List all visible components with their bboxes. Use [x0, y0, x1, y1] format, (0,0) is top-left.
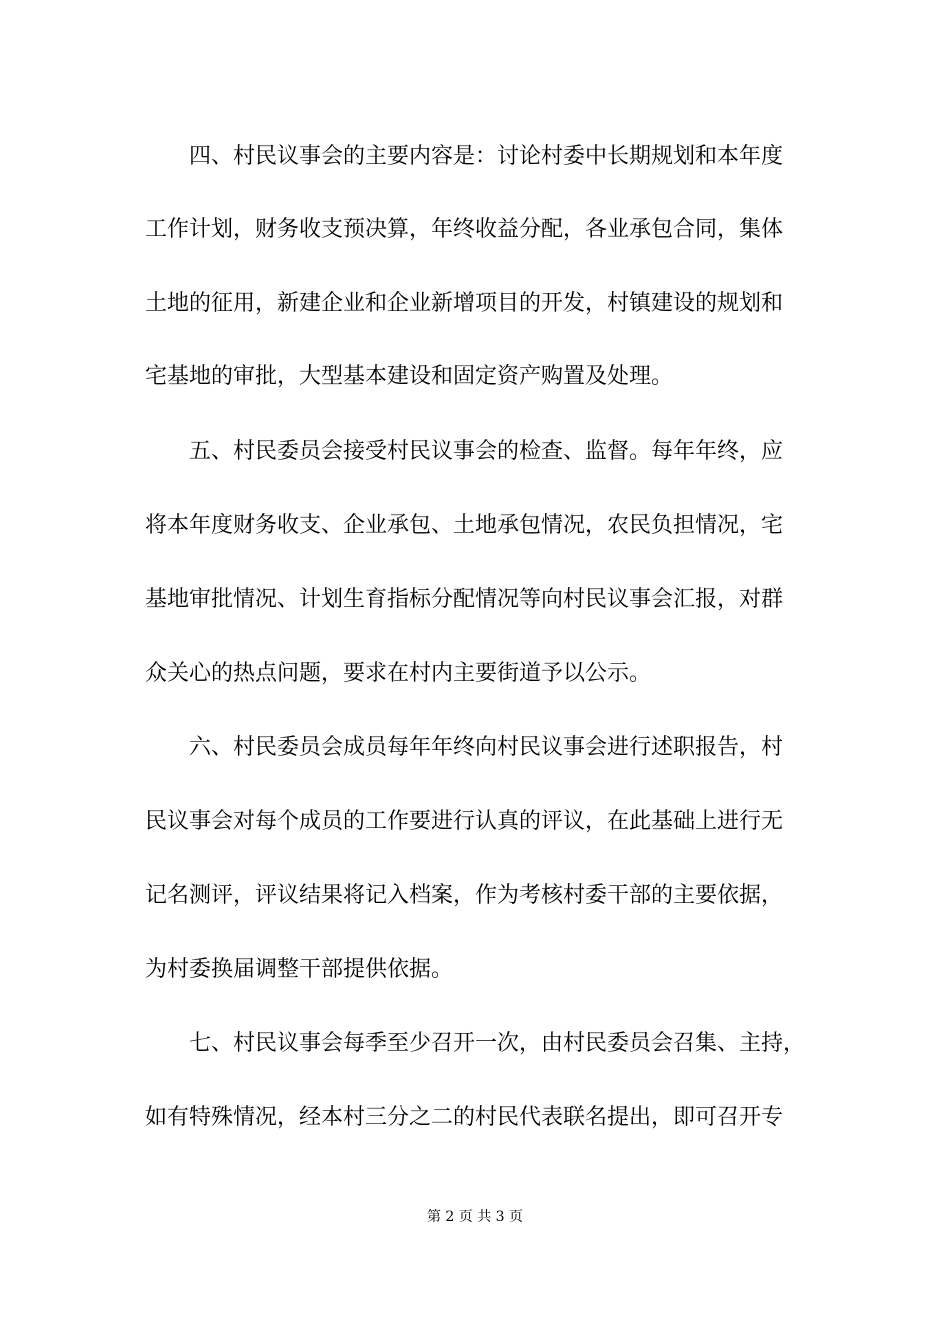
- paragraph-6-line-1: 六、村民委员会成员每年年终向村民议事会进行述职报告，村: [189, 735, 784, 760]
- paragraph-4-line-1: 四、村民议事会的主要内容是：讨论村委中长期规划和本年度: [189, 144, 784, 169]
- paragraph-4-line-2: 工作计划，财务收支预决算，年终收益分配，各业承包合同，集体: [145, 217, 784, 242]
- paragraph-4-line-4: 宅基地的审批，大型基本建设和固定资产购置及处理。: [145, 364, 674, 389]
- paragraph-6-line-2: 民议事会对每个成员的工作要进行认真的评议，在此基础上进行无: [145, 809, 784, 834]
- paragraph-7-line-1: 七、村民议事会每季至少召开一次，由村民委员会召集、主持，: [189, 1031, 806, 1056]
- paragraph-5-line-2: 将本年度财务收支、企业承包、土地承包情况，农民负担情况，宅: [145, 513, 784, 538]
- paragraph-5-line-4: 众关心的热点问题，要求在村内主要街道予以公示。: [145, 661, 652, 686]
- page-number-footer: 第 2 页 共 3 页: [426, 1209, 524, 1225]
- paragraph-4-line-3: 土地的征用，新建企业和企业新增项目的开发，村镇建设的规划和: [145, 291, 784, 316]
- paragraph-5-line-3: 基地审批情况、计划生育指标分配情况等向村民议事会汇报，对群: [145, 587, 784, 612]
- paragraph-5-line-1: 五、村民委员会接受村民议事会的检查、监督。每年年终，应: [189, 439, 784, 464]
- paragraph-6-line-3: 记名测评，评议结果将记入档案，作为考核村委干部的主要依据，: [145, 883, 784, 908]
- paragraph-7-line-2: 如有特殊情况，经本村三分之二的村民代表联名提出，即可召开专: [145, 1105, 784, 1130]
- paragraph-6-line-4: 为村委换届调整干部提供依据。: [145, 957, 454, 982]
